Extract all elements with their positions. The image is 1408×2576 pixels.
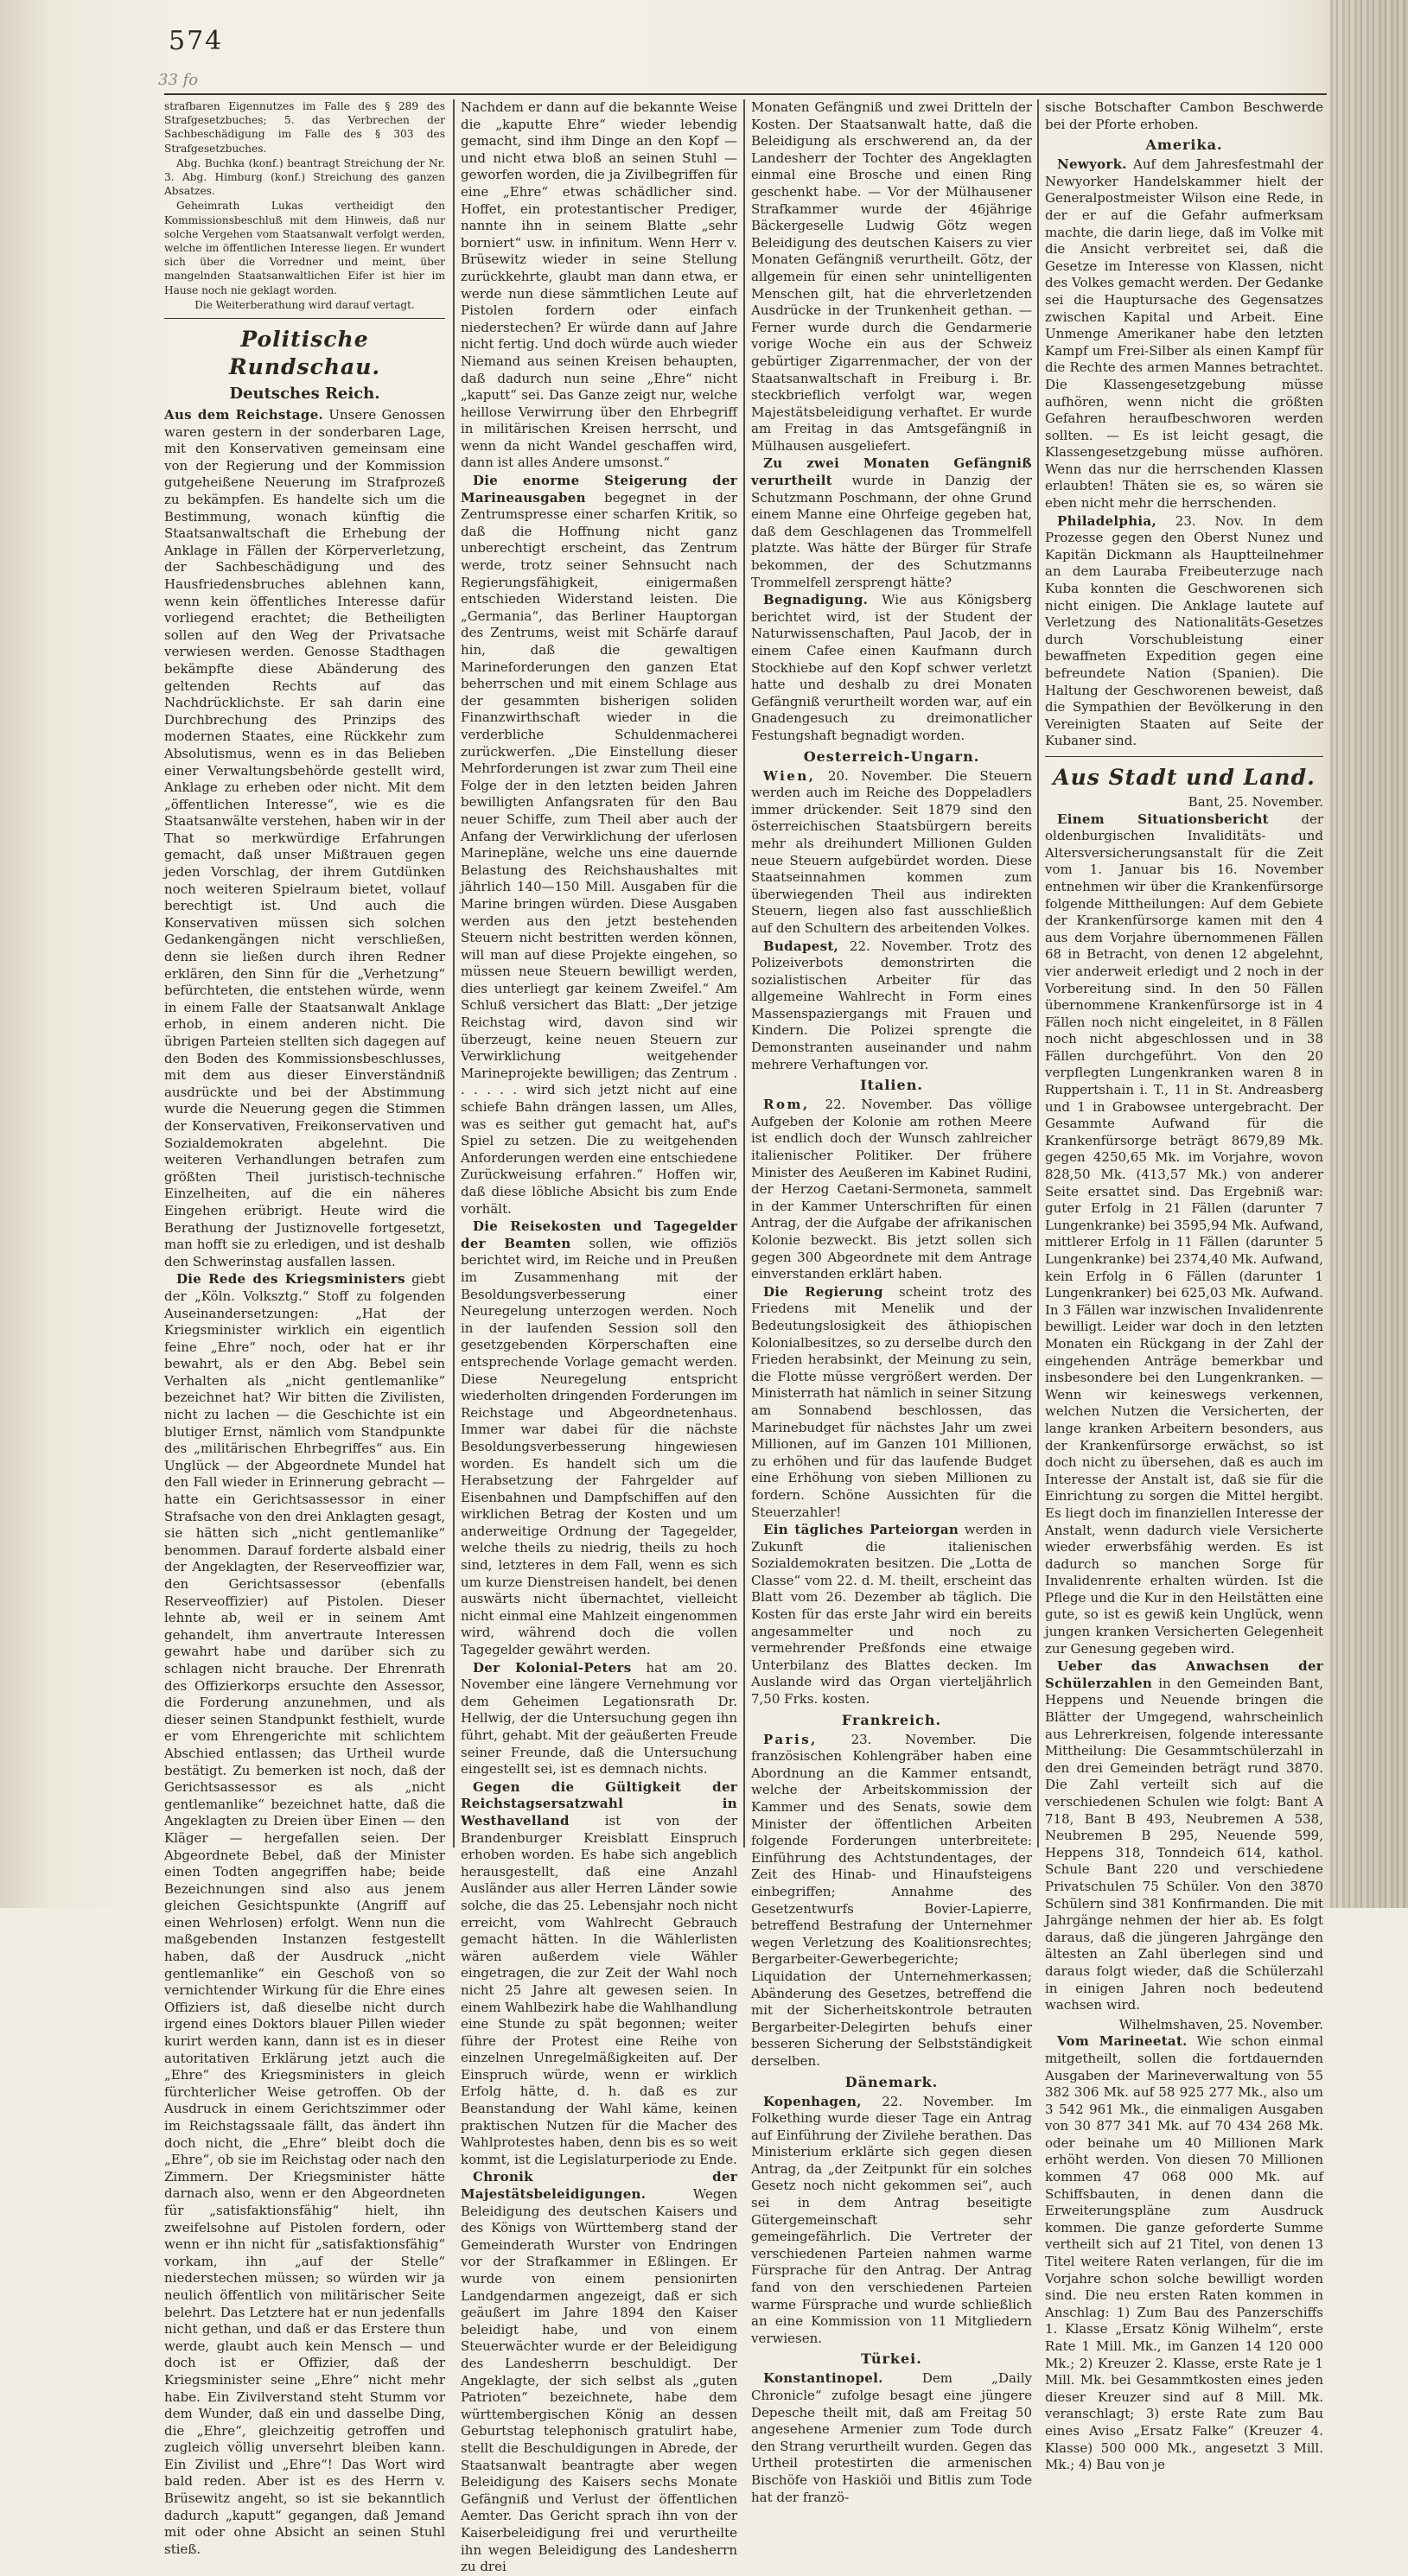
column-rule [743, 99, 745, 1848]
dateline: Wilhelmshaven, 25. November. [1118, 2016, 1323, 2032]
article [461, 1660, 737, 1778]
article-lead: Ein tägliches Parteiorgan [763, 1522, 959, 1538]
article-lead: Gegen die Gültigkeit der Reichstagsersatzwahl in Westhavelland [461, 1778, 737, 1829]
article-body: der oldenburgischen Invaliditäts- und Altersversicherungsanstalt für die Zeit vom 1. Januar bis 16. November entnehmen wir über die Krankenfürsorge folgende Mittheilungen: Auf dem Gebiete der Krankenfürsorge kamen mit den 4 aus dem Vorjahre übernommenen Fällen 68 in Betracht, von denen 12 abgelehnt, vier anderweit erledigt und 2 noch in der Vorbereitung sind. In den 50 Fällen übernommene Krankenfürsorge ist in 4 Fällen noch nicht eingeleitet, in 8 Fällen noch nicht abgeschlossen und in 38 Fällen durchgeführt. Von den 20 verpflegten Lungenkranken waren 8 in Ruppertshain i. T., 11 in St. Andreasberg und 1 in Grabowsee untergebracht. Der Gesammte Aufwand für die Krankenfürsorge beträgt 8679,89 Mk. gegen 4250,65 Mk. im Vorjahre, wovon 828,50 Mk. (413,57 Mk.) von anderer Seite ersattet sind. Das Ergebniß war: guter Erfolg in 21 Fällen (darunter 7 Lungenkranke) bei 3595,94 Mk. Aufwand, mittlerer Erfolg in 11 Fällen (darunter 5 Lungenkranke) bei 2374,40 Mk. Aufwand, kein Erfolg in 6 Fällen (darunter 1 Lungenkranker) bei 625,03 Mk. Aufwand. In 3 Fällen war inzwischen Invalidenrente bewilligt. Leider war doch in den letzten Monaten ein Rückgang in der Zahl der eingehenden Anträge bemerkbar und insbesondere bei den Lungenkranken. — Wenn wir keineswegs verkennen, welchen Nutzen die Versicherten, der lange kranken Arbeitern besonders, aus der Krankenfürsorge erwächst, so ist doch nicht zu übersehen, daß es auch im Interesse der Anstalt ist, daß sie für die Einrichtung zu sorgen die Mittel hergibt. Es liegt doch im finanziellen Interesse der Anstalt, wenn dadurch viele Versicherte wieder erwerbsfähig werden. Es ist dadurch so manchen Sorge für Invalidenrente erhalten würden. Ist die Pflege und die Kur in den Heilstätten eine gute, so ist es gewiß kein Unglück, wenn jungen kranken Versicherten Gelegenheit zur Genesung gegeben wird. [1045, 811, 1323, 1657]
article [751, 2094, 1032, 2348]
article-body: 23. November. Die französischen Kohlengräber haben eine Abordnung an die Kammer entsandt, welche der Arbeitskommission der Kammer und des Senats, sowie dem Minister der öffentlichen Arbeiten folgende Forderungen unterbreitete: Einführung des Achtstundentages, der Zeit des Hinab- und Hinaufsteigens einbegriffen; Annahme des Gesetzentwurfs Bovier-Lapierre, betreffend Bestrafung der Unternehmer wegen Verletzung des Koalitionsrechtes; Bergarbeiter-Gewerbegerichte; Liquidation der Unternehmerkassen; Abänderung des Gesetzes, betreffend die mit der Sicherheitskontrole betrauten Bergarbeiter-Delegirten behufs einer besseren Sicherung der Selbstständigkeit derselben. [751, 1731, 1032, 2069]
paragraph: Geheimrath Lukas vertheidigt den Kommissionsbeschluß mit dem Hinweis, daß nur solche Vergehen vom Staatsanwalt verfolgt werden, welche im öffentlichen Interesse liegen. Er wundert sich über die Vorredner und meint, über mangelnden Staatsanwaltlichen Eifer ist hier im Hause noch nie geklagt worden. [164, 200, 445, 296]
country-heading: Amerika. [1145, 137, 1223, 154]
article-lead: Kopenhagen, [763, 2093, 862, 2109]
article-body: Unsere Genossen waren gestern in der sonderbaren Lage, mit den Konservativen gemeinsam eine von der Regierung und der Kommission gutgeheißene Neuerung im Strafprozeß zu bekämpfen. Es handelte sich um die Bestimmung, wonach künftig die Staatsanwaltschaft die Erhebung der Anklage in Fällen der Körperverletzung, der Sachbeschädigung und des Hausfriedensbruches ablehnen kann, wenn kein öffentliches Interesse dafür vorliegend erachtet; die Betheiligten sollen auf den Weg der Privatsache verwiesen werden. Genosse Stadthagen bekämpfte diese Abänderung des geltenden Rechts auf das Nachdrücklichste. Er sah darin eine Durchbrechung des Prinzips des modernen Staates, eine Rückkehr zum Absolutismus, wenn es in das Belieben einer Verwaltungsbehörde gestellt wird, Anklage zu erheben oder nicht. Mit dem „öffentlichen Interesse“, wie es die Staatsanwälte verstehen, haben wir in der That so merkwürdige Erfahrungen gemacht, daß unser Mißtrauen gegen jeden Vorschlag, der ihrem Gutdünken noch weiteren Spielraum bietet, vollauf berechtigt ist. Und auch die Konservativen müssen sich solchen Gedankengängen nicht verschließen, denn sie ließen durch ihren Redner erklären, den Sinn für die „Verhetzung“ befürchteten, die entstehen würde, wenn in einem Falle der Staatsanwalt Anklage erhob, in einem anderen nicht. Die übrigen Parteien stellten sich dagegen auf den Boden des Kommissionsbeschlusses, mit dem aus dieser Einverständniß ausdrückte und bei der Abstimmung wurde die Neuerung gegen die Stimmen der Konservativen, Freikonservativen und Sozialdemokraten abgelehnt. Die weiteren Verhandlungen betrafen zum größten Theil juristisch-technische Einzelheiten, auf die ein näheres Eingehen erübrigt. Heute wird die Berathung der Justiznovelle fortgesetzt, man hofft sie zu erledigen, und ist deshalb den Schwerinstag ausfallen lassen. [164, 407, 445, 1269]
country-heading: Oesterreich-Ungarn. [803, 747, 980, 765]
article-continuation: Nachdem er dann auf die bekannte Weise die „kaputte Ehre“ wieder lebendig gemacht, sind ihm Dinge an den Kopf — und nicht etwa bloß an seinen Stuhl — geworfen worden, die ja Zivilbegriffen für eine „Ehre“ etwas schädlicher sind. Hoffet, ein protestantischer Prediger, nannte ihn in seinem Blatte „sehr borniert“ usw. in infinitum. Wenn Herr v. Brüsewitz wieder in seine Stellung zurückkehrte, glaubt man dann etwa, er werde nun diese sämmtlichen Leute auf Pistolen fordern oder einfach niederstechen? Er würde dann auf Jahre nicht fertig. Und doch würde auch wieder Niemand aus seinen Kreisen behaupten, daß dadurch nun seine „Ehre“ nicht „kaputt“ sei. Das Ganze zeigt nur, welche heillose Verwirrung über den Ehrbegriff in militärischen Kreisen herrscht, und wenn da nicht Wandel geschaffen wird, dann ist alles Andere umsonst.“ [461, 99, 737, 471]
article-body: Wie schon einmal mitgetheilt, sollen die fortdauernden Ausgaben der Marineverwaltung von 55 382 306 Mk. auf 58 925 277 Mk., also um 3 542 961 Mk., die einmaligen Ausgaben von 30 877 341 Mk. auf 70 434 268 Mk. oder beinahe um 40 Millionen Mark erhöht werden. Von diesen 70 Millionen kommen 47 068 000 Mk. auf Schiffsbauten, in denen dann die Erweiterungspläne zum Ausdruck kommen. Die ganze geforderte Summe vertheilt sich auf 21 Titel, von denen 13 Titel weitere Raten verlangen, für die im Vorjahre schon solche bewilligt worden sind. Die neu ersten Raten kommen in Anschlag: 1) Zum Bau des Panzerschiffs 1. Klasse „Ersatz König Wilhelm“, erste Rate 1 Mill. Mk., im Ganzen 14 120 000 Mk.; 2) Kreuzer 2. Klasse, erste Rate je 1 Mill. Mk. bei Gesammtkosten eines jeden dieser Kreuzer sind auf 8 Mill. Mk. veranschlagt; 3) erste Rate zum Bau eines Aviso „Ersatz Falke“ (Kreuzer 4. Klasse) 500 000 Mk., angesetzt 3 Mill. Mk.; 4) Bau von je [1045, 2033, 1323, 2473]
article [1045, 811, 1323, 1658]
column-3 [751, 99, 1032, 2505]
article-body: scheint trotz des Friedens mit Menelik und der Bedeutungslosigkeit des äthiopischen Kolonialbesitzes, so zu derselbe durch den Frieden herabsinkt, der Meinung zu sein, die Flotte müsse vergrößert werden. Der Ministerrath hat nämlich in seiner Sitzung am Sonnabend beschlossen, das Marinebudget für nächstes Jahr um zwei Millionen, auf im Ganzen 101 Millionen, zu erhöhen und für das laufende Budget eine Erhöhung von sieben Millionen zu fordern. Schöne Aussichten für die Steuerzahler! [751, 1283, 1032, 1520]
paragraph: strafbaren Eigennutzes im Falle des § 289 des Strafgesetzbuches; 5. das Verbrechen der Sachbeschädigung im Falle des § 303 des Strafgesetzbuches. [164, 100, 445, 155]
parliament-report-fragment [164, 99, 445, 312]
article [461, 1218, 737, 1658]
article-lead: Wien, [763, 767, 816, 784]
article [751, 592, 1032, 744]
article-lead: Budapest, [763, 938, 839, 954]
article-body: Dem „Daily Chronicle“ zufolge besagt eine jüngere Depesche theilt mit, daß am Freitag 50 angesehene Armenier zum Tode durch den Strang verurtheilt wurden. Gegen das Urtheil protestirten die armenischen Bischöfe von Haskiöi und Bitlis zum Tode hat der franzö- [751, 2370, 1032, 2505]
article-body: Wegen Beleidigung des deutschen Kaisers und des Königs von Württemberg stand der Gemeinderath Wurster von Endringen vor der Strafkammer in Eßlingen. Er wurde von einem pensionirten Landgendarmen angezeigt, daß er sich geäußert im Jahre 1894 den Kaiser beleidigt habe, und von einem Steuerwächter wurde er der Beleidigung des Landesherrn beschuldigt. Der Angeklagte, der sich selbst als „guten Patrioten“ bezeichnete, habe dem württembergischen König an dessen Geburtstag telephonisch gratulirt habe, stellt die Beschuldigungen in Abrede, der Staatsanwalt beantragte aber wegen Beleidigung des Kaisers sechs Monate Gefängniß und Verlust der öffentlichen Aemter. Das Gericht sprach ihn von der Kaiserbeleidigung frei und verurtheilte ihn wegen Beleidigung des Landesherrn zu drei [461, 2186, 737, 2575]
adjournment-note: Die Weiterberathung wird darauf vertagt. [194, 298, 415, 311]
article-body: Wie aus Königsberg berichtet wird, ist der Student der Naturwissenschaften, Paul Jacob, der in einem Cafee einen Kaufmann durch Stockhiebe auf den Kopf schwer verletzt hatte und deshalb zu drei Monaten Gefängniß verurtheilt worden war, auf ein Gnadengesuch zu dreimonatlicher Festungshaft begnadigt worden. [751, 592, 1032, 743]
article-body: werden in Zukunft die italienischen Sozialdemokraten besitzen. Die „Lotta de Classe“ vom 22. d. M. theilt, erscheint das Blatt vom 26. Dezember ab täglich. Die Kosten für das erste Jahr wird ein bereits angesammelter und noch zu vermehrender Preßfonds eine etwaige Unterbilanz des Blattes decken. Im Auslande wird das Organ vierteljährlich 7,50 Frks. kosten. [751, 1522, 1032, 1708]
article-lead: Ueber das Anwachsen der Schülerzahlen [1045, 1658, 1323, 1691]
paragraph: Abg. Buchka (konf.) beantragt Streichung der Nr. 3. Abg. Himburg (konf.) Streichung des ganzen Absatzes. [164, 156, 445, 198]
article [1045, 2033, 1323, 2473]
article [461, 2169, 737, 2575]
article [461, 473, 737, 1218]
article-lead: Die Regierung [763, 1283, 883, 1300]
article [751, 1522, 1032, 1708]
article [1045, 1658, 1323, 2013]
article-lead: Einem Situationsbericht [1057, 811, 1269, 827]
article [164, 407, 445, 1270]
article [751, 1732, 1032, 2070]
article-body: ist von der Brandenburger Kreisblatt Einspruch erhoben worden. Es habe sich angeblich herausgestellt, daß eine Anzahl Ausländer aus aller Herren Länder sowie solche, die das 25. Lebensjahr noch nicht erreicht, vom Wahlrecht Gebrauch gemacht hätten. In die Wählerlisten wären außerdem viele Wähler eingetragen, die zur Zeit der Wahl noch nicht 25 Jahre alt gewesen seien. In einem Wahlbezirk habe die Wahlhandlung eine Stunde zu spät begonnen; weiter führe der Protest eine Reihe von einzelnen Unregelmäßigkeiten auf. Der Einspruch würde, wenn er wirklich Erfolg hätte, d. h. daß es zur Beanstandung der Wahl käme, keinen praktischen Nutzen für die Macher des Wahlprotestes haben, denn bis es so weit kommt, ist die Legislaturperiode zu Ende. [461, 1812, 737, 2167]
article-continuation: sische Botschafter Cambon Beschwerde bei der Pforte erhoben. [1045, 99, 1323, 132]
article-body: 20. November. Die Steuern werden auch im Reiche des Doppeladlers immer drückender. Seit 1879 sind den österreichischen Staatsbürgern bereits mehr als dreihundert Millionen Gulden neue Steuern aufgebürdet worden. Diese Staatseinnahmen kommen zum überwiegenden Theil aus indirekten Steuern, liegen also fast ausschließlich auf den Schultern des arbeitenden Volkes. [751, 767, 1032, 936]
header-rule [164, 93, 1327, 95]
article-body: 22. November. Das völlige Aufgeben der Kolonie am rothen Meere ist endlich doch der Wunsch zahlreicher italienischer Politiker. Der frühere Minister des Aeußeren im Kabinet Rudini, der Herzog Caetani-Sermoneta, sammelt in der Kammer Unterschriften für einen Antrag, der die Aufgabe der afrikanischen Kolonie bezweckt. Bis jetzt sollen sich gegen 300 Abgeordnete mit dem Antrage einverstanden erklärt haben. [751, 1097, 1032, 1282]
article [164, 1271, 445, 2558]
article-lead: Zu zwei Monaten Gefängniß verurtheilt [751, 455, 1032, 489]
article-lead: Newyork. [1057, 156, 1127, 173]
country-heading: Türkei. [861, 2350, 922, 2368]
article-lead: Die Reisekosten und Tagegelder der Beamten [461, 1218, 737, 1251]
dateline: Bant, 25. November. [1188, 793, 1323, 810]
article-body: 22. November. Trotz des Polizeiverbots demonstrirten die sozialistischen Arbeiter für das allgemeine Wahlrecht in Form eines Massenspaziergangs mit Frauen und Kindern. Die Polizei sprengte die Demonstranten auseinander und nahm mehrere Verhaftungen vor. [751, 938, 1032, 1072]
article-lead: Die Rede des Kriegsministers [176, 1271, 405, 1288]
article-lead: Paris, [763, 1731, 818, 1747]
article-body: 22. November. Im Folkething wurde dieser Tage ein Antrag auf Einführung der Zivilehe berathen. Das Ministerium erklärte sich gegen diesen Antrag, da „der Zeitpunkt für ein solches Gesetz noch nicht gekommen sei“, auch sei in dem Antrag beseitigte Gütergemeinschaft sehr gemeingefährlich. Die Vertreter der verschiedenen Parteien nahmen warme Fürsprache für den Antrag. Der Antrag fand von den verschiedenen Parteien warme Fürsprache und wurde schließlich an eine Kommission von 11 Mitgliedern verwiesen. [751, 2093, 1032, 2346]
article-body: sollen, wie offiziös berichtet wird, im Reiche und in Preußen im Zusammenhang mit der Besoldungsverbesserung einer Neuregelung unterzogen werden. Noch in der laufenden Session soll den gesetzgebenden Körperschaften eine entsprechende Vorlage gemacht werden. Diese Neuregelung entspricht wiederholten dringenden Forderungen im Reichstage und Abgeordnetenhaus. Immer war dabei für die nächste Besoldungsverbesserung hingewiesen worden. Es handelt sich um die Herabsetzung der Fahrgelder auf Eisenbahnen und Dampfschiffen auf den wirklichen Betrag der Kosten und um anderweitige Ordnung der Tagegelder, welche theils zu niedrig, theils zu hoch sind, letzteres in dem Fall, wenn es sich um kurze Dienstreisen handelt, bei denen auswärts nicht übernachtet, vielleicht nicht einmal eine Mahlzeit eingenommen wird, während doch die vollen Tagegelder gewährt werden. [461, 1235, 737, 1658]
article [751, 1097, 1032, 1283]
article [1045, 156, 1323, 512]
article-continuation: Monaten Gefängniß und zwei Dritteln der Kosten. Der Staatsanwalt hatte, daß die Beleidigung als erschwerend an, da der Landesherr der Tochter des Angeklagten einmal eine Brosche und einen Ring geschenkt habe. — Vor der Mülhausener Strafkammer wurde der 46jährige Bäckergeselle Ludwig Götz wegen Beleidigung des deutschen Kaisers zu vier Monaten Gefängniß verurtheilt. Götz, der allgemein für einen sehr unintelligenten Menschen gilt, hat die ehrverletzenden Ausdrücke in der Trunkenheit gethan. — Ferner wurde durch die Gendarmerie vorige Woche ein aus der Schweiz gebürtiger Zigarrenmacher, der von der Staatsanwaltschaft in Freiburg i. Br. steckbrieflich verfolgt war, wegen Majestätsbeleidigung verhaftet. Er wurde am Freitag in das Amtsgefängniß in Mülhausen ausgeliefert. [751, 99, 1032, 454]
section-title: Aus Stadt und Land. [1053, 764, 1316, 790]
divider [1045, 756, 1323, 757]
article [461, 1779, 737, 2169]
article [751, 2370, 1032, 2506]
article-lead: Begnadigung. [763, 592, 869, 608]
column-rule [453, 99, 455, 1848]
book-page-edge [1330, 0, 1408, 1908]
divider [164, 318, 445, 319]
article-body: Auf dem Jahresfestmahl der Newyorker Handelskammer hielt der Generalpostmeister Wilson eine Rede, in der er auf die Gefahr aufmerksam machte, die darin liege, daß im Volke mit die Ansicht verbreitet sei, daß die Gesetze im Interesse von Klassen, nicht des Volkes gemacht werden. Der Gedanke sei die Hauptursache des Gegensatzes zwischen Kapital und Arbeit. Eine Unmenge Amerikaner habe den letzten Kampf um Frei-Silber als einen Kampf für die Rechte des armen Mannes betrachtet. Die Klassengesetzgebung müsse aufhören, wenn nicht die größten Gefahren heraufbeschworen werden sollten. — Es ist leicht gesagt, die Klassengesetzgebung müsse aufhören. Wenn das nur die herrschenden Klassen erlaubten! Thäten sie es, so wären sie eben nicht mehr die herrschenden. [1045, 156, 1323, 512]
article-body: 23. Nov. In dem Prozesse gegen den Oberst Nunez und Kapitän Dickmann als Hauptteilnehmer an dem Lauraba Freibeuterzuge nach Kuba konnten die Geschworenen sich nicht einigen. Die Anklage lautete auf Verletzung des Nationalitäts-Gesetzes durch Vorschubleistung einer bewaffneten Expedition gegen eine befreundete Nation (Spanien). Die Haltung der Geschworenen beweist, daß die Sympathien der Bevölkerung in den Vereinigten Staaten auf Seite der Kubaner sind. [1045, 512, 1323, 749]
pencil-annotation: 33 fo [158, 71, 199, 89]
article-lead: Chronik der Majestätsbeleidigungen. [461, 2169, 737, 2203]
article-lead: Philadelphia, [1057, 512, 1156, 529]
article-lead: Rom, [763, 1097, 810, 1113]
section-title: Politische Rundschau. [228, 327, 381, 380]
article [751, 455, 1032, 591]
page-number: 574 [169, 26, 224, 56]
column-2 [461, 99, 737, 2575]
article-lead: Konstantinopel. [763, 2370, 883, 2387]
column-rule [1037, 99, 1039, 1848]
article [751, 1284, 1032, 1521]
article-body: giebt der „Köln. Volksztg.“ Stoff zu folgenden Auseinandersetzungen: „Hat der Kriegsminister wirklich ein eigentlich feine „Ehre“ noch, oder hat er ihr bewahrt, als er den Abg. Bebel sein Verhalten als „nicht gentlemanlike“ bezeichnet hat? Wir bitten die Zivilisten, nicht zu lachen — die Geschichte ist ein blutiger Ernst, nämlich vom Standpunkte des „militärischen Ehrbegriffes“ aus. Ein Unglück — der Abgeordnete Mundel hat den Fall wieder in Erinnerung gebracht — hatte ein Gerichtsassessor in einer Strafsache von den drei Anklagten gesagt, sie hätten sich „nicht gentlemanlike“ benommen. Darauf forderte alsbald einer der Angeklagten, der Reserveoffizier war, den Gerichtsassessor (ebenfalls Reserveoffizier) auf Pistolen. Dieser lehnte ab, weil er in seinem Amt gehandelt, ihm anvertraute Interessen gewahrt habe und darüber sich zu schlagen nicht brauche. Der Ehrenrath des Offizierkorps ersuchte den Assessor, die Forderung anzunehmen, und als dieser seinen Standpunkt festhielt, wurde er vom Ehrengerichte mit schlichtem Abschied entlassen; das Urtheil wurde bestätigt. Zu bemerken ist noch, daß der Gerichtsassessor es als „nicht gentlemanlike“ bezeichnet hatte, daß die Angeklagten zu Dreien über Einen — den Kläger — hergefallen seien. Der Abgeordnete Bebel, daß der Minister einen Todten angegriffen habe; beide Bezeichnungen sind also aus jenem gleichen Gesichtspunkte (Angriff auf einen Wehrlosen) erfolgt. Wenn nun die maßgebenden Instanzen festgestellt haben, daß der Ausdruck „nicht gentlemanlike“ ein Geschoß von so vernichtender Wirkung für die Ehre eines Offiziers ist, daß dieselbe nicht durch irgend eines Doktors blauer Pillen wieder kurirt werden kann, dann ist es in dieser autoritativen Erklärung jetzt auch die „Ehre“ des Kriegsministers in gleich fürchterlicher Weise getroffen. Ob der Ausdruck in einem Gerichtszimmer oder im Reichstagssaale fällt, das ändert ihn doch nicht, die „Ehre“ bleibt doch die „Ehre“, ob sie im Reichstag oder nach den Zimmern. Der Kriegsminister hätte darnach also, wenn er den Abgeordneten für „satisfaktionsfähig“ hielt, ihn zweifelsohne auf Pistolen fordern, oder wenn er ihn nicht für „satisfaktionsfähig“ vorkam, ihn „auf der Stelle“ niederstechen müssen; so würden wir ja neulich öffentlich von militärischer Seite belehrt. Das Letztere hat er nun jedenfalls nicht gethan, und daß er das Erstere thun werde, glaubt auch kein Mensch — und doch ist er Offizier, daß der Kriegsminister seine „Ehre“ nicht mehr habe. Ein Zivilverstand steht Stumm vor dem Wunder, daß ein und dasselbe Ding, die „Ehre“, gleichzeitig getroffen und zugleich völlig unversehrt bleiben kann. Ein Zivilist und „Ehre“! Das Wort wird bald reden. Aber ist es des Herrn v. Brüsewitz angeht, so ist sie bekanntlich dadurch „kaputt“ gegangen, daß Jemand mit oder ohne Absicht an seinen Stuhl stieß. [164, 1271, 445, 2557]
subsection-title: Deutsches Reich. [229, 385, 380, 404]
country-heading: Dänemark. [844, 2073, 939, 2090]
article-body: begegnet in der Zentrumspresse einer scharfen Kritik, so daß die Hoffnung nicht ganz unberechtigt erscheint, das Zentrum werde, trotz seiner Sehnsucht nach Regierungsfähigkeit, einigermaßen entschieden Widerstand leisten. Die „Germania“, das Berliner Hauptorgan des Zentrums, weist mit Schärfe darauf hin, daß die gewaltigen Marineforderungen den ganzen Etat beherrschen und mit einem Schlage aus der gesammten bisherigen soliden Finanzwirthschaft wieder in die verderbliche Schuldenmacherei zurückwerfen. „Die Einstellung dieser Mehrforderungen ist zwar zum Theil eine Folge der in den letzten beiden Jahren bewilligten Anfangsraten für den Bau neuer Schiffe, zum Theil aber auch der Anfang der Verwirklichung der uferlosen Marinepläne, welche uns eine dauernde Belastung des Reichshaushaltes mit jährlich 140—150 Mill. Ausgaben für die Marine bringen würden. Diese Ausgaben werden aus den jetzt bestehenden Steuern nicht bestritten werden können, will man auf diese Projekte eingehen, so müssen neue Steuern bewilligt werden, dies unterliegt gar keinem Zweifel.“ Am Schluß versichert das Blatt: „Der jetzige Reichstag wird, davon sind wir überzeugt, keine neuen Steuern zur Verwirklichung weitgehender Marineprojekte bewilligen; das Zentrum . . . . . . wird sich jetzt nicht auf eine schiefe Bahn drängen lassen, um Alles, was es seither gut gemacht hat, auf's Spiel zu setzen. Die zu weitgehenden Anforderungen werden eine entschiedene Zurückweisung erfahren.“ Hoffen wir, daß diese löbliche Absicht bis zum Ende vorhält. [461, 489, 737, 1217]
article-body: hat am 20. November eine längere Vernehmung vor dem Geheimen Legationsrath Dr. Hellwig, der die Untersuchung gegen ihn führt, gehabt. Mit der geäußerten Freude seiner Freunde, daß die Untersuchung eingestellt sei, ist es demnach nichts. [461, 1659, 737, 1778]
country-heading: Frankreich. [841, 1711, 942, 1728]
article-lead: Vom Marineetat. [1057, 2033, 1188, 2050]
article [1045, 513, 1323, 750]
column-4 [1045, 99, 1323, 2473]
column-1 [164, 99, 445, 2557]
article-lead: Die enorme Steigerung der Marineausgaben [461, 473, 737, 506]
article-lead: Aus dem Reichstage. [164, 407, 324, 423]
country-heading: Italien. [860, 1077, 923, 1094]
article-lead: Der Kolonial-Peters [473, 1659, 632, 1676]
article [751, 938, 1032, 1074]
article-body: in den Gemeinden Bant, Heppens und Neuende bringen die Blätter der Umgegend, wahrscheinlich aus Lehrerkreisen, folgende interessante Mittheilung: Die Gesammtschülerzahl in den drei Gemeinden beträgt rund 3870. Die Zahl verteilt sich auf die verschiedenen Schulen wie folgt: Bant A 718, Bant B 493, Neubremen A 538, Neubremen B 295, Neuende 599, Heppens 318, Tonndeich 614, kathol. Schule Bant 220 und verschiedene Privatschulen 75 Schüler. Von den 3870 Schülern sind 381 Konfirmanden. Die mit Jahrgänge nehmen der hier ab. Es folgt daraus, daß die jüngeren Jahrgänge den ältesten an Zahl überlegen sind und daraus folgt wieder, daß die Schülerzahl in einigen Jahren noch bedeutend wachsen wird. [1045, 1675, 1323, 2013]
article [751, 768, 1032, 938]
article-body: wurde in Danzig der Schutzmann Poschmann, der ohne Grund einem Manne eine Ohrfeige gegeben hat, daß dem Geschlagenen das Trommelfell platzte. Was hätte der Bürger für Strafe bekommen, der des Schutzmanns Trommelfell zersprengt hätte? [751, 473, 1032, 590]
